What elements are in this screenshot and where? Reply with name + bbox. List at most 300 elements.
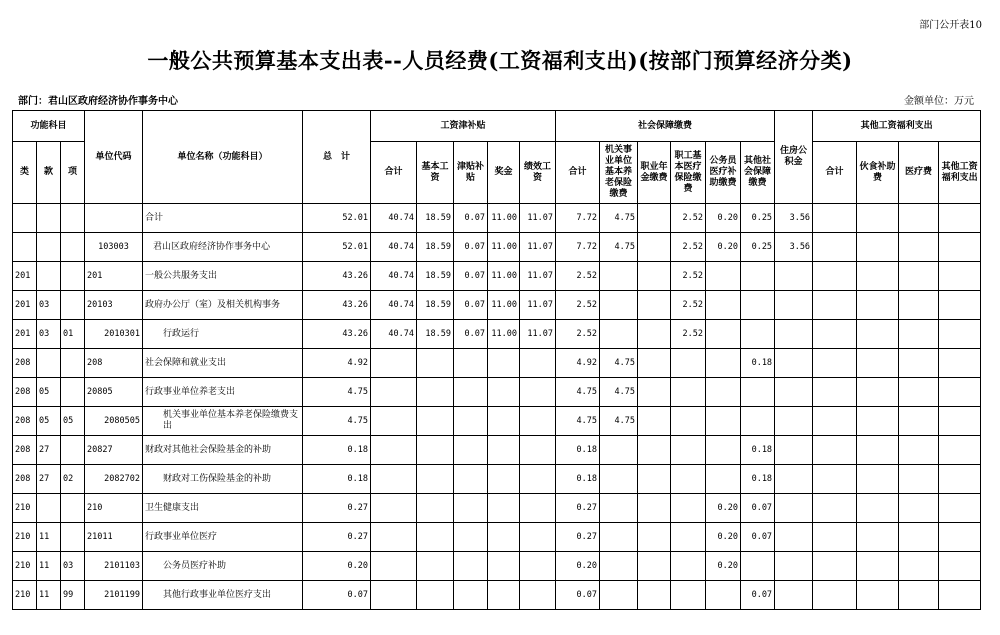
cell-kuan [37, 204, 61, 233]
cell-housing: 3.56 [775, 204, 813, 233]
cell-basic-wage [417, 523, 454, 552]
cell-wage-total [371, 407, 417, 436]
cell-total: 0.27 [303, 523, 371, 552]
cell-kuan [37, 349, 61, 378]
cell-total: 0.20 [303, 552, 371, 581]
cell-unit-name: 财政对工伤保险基金的补助 [143, 465, 303, 494]
cell-other-total [813, 320, 857, 349]
cell-med-fee [899, 204, 939, 233]
cell-allowance [454, 581, 488, 610]
cell-unit-code: 210 [85, 494, 143, 523]
cell-medical [671, 494, 706, 523]
cell-medical [671, 436, 706, 465]
cell-allowance: 0.07 [454, 262, 488, 291]
cell-perf-wage: 11.07 [520, 291, 556, 320]
cell-xiang: 99 [61, 581, 85, 610]
cell-unit-name: 行政运行 [143, 320, 303, 349]
cell-medical: 2.52 [671, 262, 706, 291]
cell-housing [775, 262, 813, 291]
cell-bonus [488, 378, 520, 407]
cell-wage-total: 40.74 [371, 320, 417, 349]
cell-med-fee [899, 407, 939, 436]
cell-pension [600, 494, 638, 523]
cell-xiang [61, 233, 85, 262]
cell-kuan: 11 [37, 552, 61, 581]
cell-pension [600, 523, 638, 552]
cell-civil-medical: 0.20 [706, 494, 741, 523]
cell-xiang [61, 494, 85, 523]
header-other-group: 其他工资福利支出 [813, 111, 981, 142]
cell-perf-wage [520, 494, 556, 523]
cell-annuity [638, 465, 671, 494]
cell-unit-code: 21011 [85, 523, 143, 552]
cell-total: 4.75 [303, 407, 371, 436]
cell-social-total: 4.75 [556, 407, 600, 436]
unit-label: 金额单位：万元 [904, 96, 974, 107]
header-civil-medical: 公务员医疗补助缴费 [706, 142, 741, 204]
cell-kuan: 05 [37, 378, 61, 407]
cell-bonus [488, 552, 520, 581]
cell-medical [671, 407, 706, 436]
cell-unit-name: 合计 [143, 204, 303, 233]
cell-meal [857, 494, 899, 523]
cell-unit-name: 机关事业单位基本养老保险缴费支出 [143, 407, 303, 436]
cell-social-total: 7.72 [556, 233, 600, 262]
cell-wage-total [371, 523, 417, 552]
cell-allowance [454, 349, 488, 378]
cell-annuity [638, 436, 671, 465]
cell-social-total: 4.92 [556, 349, 600, 378]
cell-bonus [488, 494, 520, 523]
cell-civil-medical [706, 407, 741, 436]
cell-unit-name: 行政事业单位医疗 [143, 523, 303, 552]
cell-other-total [813, 262, 857, 291]
cell-other-wage [939, 465, 981, 494]
table-row [13, 233, 981, 262]
cell-perf-wage: 11.07 [520, 233, 556, 262]
cell-other-total [813, 204, 857, 233]
cell-civil-medical [706, 291, 741, 320]
cell-lei: 208 [13, 349, 37, 378]
cell-unit-code: 2080505 [85, 407, 143, 436]
cell-lei: 210 [13, 552, 37, 581]
cell-basic-wage: 18.59 [417, 320, 454, 349]
cell-allowance [454, 436, 488, 465]
cell-unit-name: 政府办公厅（室）及相关机构事务 [143, 291, 303, 320]
cell-other-social: 0.25 [741, 233, 775, 262]
cell-xiang [61, 291, 85, 320]
cell-basic-wage [417, 407, 454, 436]
cell-med-fee [899, 233, 939, 262]
cell-unit-code: 20805 [85, 378, 143, 407]
cell-meal [857, 262, 899, 291]
cell-wage-total [371, 378, 417, 407]
cell-other-social: 0.07 [741, 523, 775, 552]
cell-medical: 2.52 [671, 233, 706, 262]
header-unit-name: 单位名称（功能科目） [143, 111, 303, 204]
cell-xiang [61, 204, 85, 233]
cell-allowance [454, 552, 488, 581]
cell-other-wage [939, 407, 981, 436]
cell-wage-total [371, 494, 417, 523]
cell-medical: 2.52 [671, 204, 706, 233]
cell-other-total [813, 233, 857, 262]
header-other-wage: 其他工资福利支出 [939, 142, 981, 204]
cell-kuan: 03 [37, 320, 61, 349]
table-row [13, 262, 981, 291]
cell-medical [671, 378, 706, 407]
cell-xiang [61, 523, 85, 552]
cell-annuity [638, 523, 671, 552]
cell-wage-total [371, 581, 417, 610]
table-row [13, 581, 981, 610]
cell-med-fee [899, 552, 939, 581]
header-wage-group: 工资津补贴 [371, 111, 556, 142]
header-annuity: 职业年金缴费 [638, 142, 671, 204]
cell-other-total [813, 465, 857, 494]
cell-pension [600, 320, 638, 349]
cell-wage-total: 40.74 [371, 233, 417, 262]
cell-civil-medical: 0.20 [706, 233, 741, 262]
cell-lei: 208 [13, 378, 37, 407]
cell-unit-name: 财政对其他社会保险基金的补助 [143, 436, 303, 465]
cell-other-wage [939, 378, 981, 407]
cell-meal [857, 552, 899, 581]
cell-kuan: 27 [37, 465, 61, 494]
cell-pension [600, 581, 638, 610]
cell-pension [600, 465, 638, 494]
cell-other-wage [939, 204, 981, 233]
cell-basic-wage [417, 581, 454, 610]
cell-medical: 2.52 [671, 320, 706, 349]
cell-other-total [813, 581, 857, 610]
cell-housing: 3.56 [775, 233, 813, 262]
header-other-social: 其他社会保障缴费 [741, 142, 775, 204]
table-row [13, 349, 981, 378]
cell-total: 43.26 [303, 320, 371, 349]
cell-allowance [454, 494, 488, 523]
header-allowance: 津贴补贴 [454, 142, 488, 204]
cell-social-total: 0.07 [556, 581, 600, 610]
cell-annuity [638, 262, 671, 291]
cell-civil-medical: 0.20 [706, 523, 741, 552]
cell-other-total [813, 552, 857, 581]
cell-perf-wage: 11.07 [520, 320, 556, 349]
cell-pension [600, 262, 638, 291]
header-housing: 住房公积金 [775, 111, 813, 204]
table-number-label: 部门公开表10 [919, 20, 982, 31]
cell-housing [775, 523, 813, 552]
cell-total: 0.18 [303, 465, 371, 494]
cell-xiang: 05 [61, 407, 85, 436]
cell-annuity [638, 204, 671, 233]
cell-basic-wage: 18.59 [417, 291, 454, 320]
cell-basic-wage [417, 552, 454, 581]
cell-med-fee [899, 291, 939, 320]
cell-lei: 210 [13, 581, 37, 610]
cell-housing [775, 552, 813, 581]
cell-unit-code: 2101103 [85, 552, 143, 581]
cell-other-social [741, 262, 775, 291]
cell-other-wage [939, 262, 981, 291]
cell-allowance: 0.07 [454, 291, 488, 320]
cell-unit-code: 201 [85, 262, 143, 291]
cell-housing [775, 465, 813, 494]
header-bonus: 奖金 [488, 142, 520, 204]
header-other-total: 合计 [813, 142, 857, 204]
cell-bonus: 11.00 [488, 291, 520, 320]
cell-housing [775, 436, 813, 465]
cell-other-total [813, 523, 857, 552]
cell-meal [857, 581, 899, 610]
cell-other-wage [939, 581, 981, 610]
table-body [13, 204, 981, 610]
cell-xiang [61, 262, 85, 291]
cell-basic-wage: 18.59 [417, 204, 454, 233]
cell-basic-wage [417, 349, 454, 378]
cell-other-total [813, 436, 857, 465]
table-row [13, 320, 981, 349]
header-social-group: 社会保障缴费 [556, 111, 775, 142]
cell-civil-medical [706, 378, 741, 407]
cell-other-social: 0.07 [741, 581, 775, 610]
cell-wage-total [371, 436, 417, 465]
header-unit-code: 单位代码 [85, 111, 143, 204]
cell-other-wage [939, 552, 981, 581]
cell-medical [671, 465, 706, 494]
cell-civil-medical [706, 320, 741, 349]
cell-bonus: 11.00 [488, 320, 520, 349]
header-xiang: 项 [61, 142, 85, 204]
cell-perf-wage [520, 436, 556, 465]
table-row [13, 291, 981, 320]
cell-kuan [37, 233, 61, 262]
cell-med-fee [899, 349, 939, 378]
cell-wage-total [371, 552, 417, 581]
table-row [13, 523, 981, 552]
cell-allowance: 0.07 [454, 233, 488, 262]
cell-perf-wage [520, 523, 556, 552]
cell-basic-wage [417, 465, 454, 494]
cell-meal [857, 291, 899, 320]
cell-bonus: 11.00 [488, 204, 520, 233]
cell-bonus: 11.00 [488, 262, 520, 291]
cell-pension [600, 291, 638, 320]
cell-bonus: 11.00 [488, 233, 520, 262]
cell-unit-name: 社会保障和就业支出 [143, 349, 303, 378]
cell-meal [857, 407, 899, 436]
cell-kuan: 11 [37, 523, 61, 552]
header-meal: 伙食补助费 [857, 142, 899, 204]
table-row [13, 407, 981, 436]
cell-allowance: 0.07 [454, 320, 488, 349]
cell-wage-total [371, 465, 417, 494]
cell-lei [13, 204, 37, 233]
cell-basic-wage: 18.59 [417, 233, 454, 262]
cell-pension: 4.75 [600, 407, 638, 436]
cell-med-fee [899, 581, 939, 610]
cell-lei: 210 [13, 523, 37, 552]
table-row [13, 552, 981, 581]
cell-total: 4.92 [303, 349, 371, 378]
cell-xiang [61, 436, 85, 465]
cell-xiang [61, 349, 85, 378]
cell-other-social: 0.25 [741, 204, 775, 233]
table-row [13, 465, 981, 494]
cell-unit-name: 卫生健康支出 [143, 494, 303, 523]
cell-annuity [638, 320, 671, 349]
cell-unit-code: 208 [85, 349, 143, 378]
cell-other-social: 0.07 [741, 494, 775, 523]
cell-perf-wage [520, 552, 556, 581]
cell-bonus [488, 407, 520, 436]
cell-allowance [454, 378, 488, 407]
cell-bonus [488, 465, 520, 494]
cell-med-fee [899, 262, 939, 291]
cell-other-wage [939, 349, 981, 378]
cell-allowance [454, 407, 488, 436]
cell-pension [600, 436, 638, 465]
cell-xiang: 01 [61, 320, 85, 349]
cell-social-total: 0.20 [556, 552, 600, 581]
department-label: 部门：君山区政府经济协作事务中心 [18, 96, 178, 107]
cell-total: 52.01 [303, 233, 371, 262]
cell-other-wage [939, 233, 981, 262]
cell-other-wage [939, 436, 981, 465]
cell-other-total [813, 349, 857, 378]
cell-basic-wage [417, 436, 454, 465]
header-wage-total: 合计 [371, 142, 417, 204]
cell-annuity [638, 552, 671, 581]
cell-medical: 2.52 [671, 291, 706, 320]
cell-social-total: 2.52 [556, 291, 600, 320]
cell-housing [775, 494, 813, 523]
cell-allowance [454, 523, 488, 552]
cell-unit-code: 2010301 [85, 320, 143, 349]
cell-meal [857, 465, 899, 494]
cell-annuity [638, 378, 671, 407]
cell-kuan [37, 494, 61, 523]
cell-meal [857, 436, 899, 465]
cell-other-social: 0.18 [741, 436, 775, 465]
cell-bonus [488, 523, 520, 552]
cell-medical [671, 581, 706, 610]
cell-wage-total: 40.74 [371, 204, 417, 233]
cell-unit-code: 2101199 [85, 581, 143, 610]
cell-med-fee [899, 436, 939, 465]
cell-housing [775, 581, 813, 610]
cell-pension: 4.75 [600, 349, 638, 378]
header-social-total: 合计 [556, 142, 600, 204]
cell-meal [857, 204, 899, 233]
cell-civil-medical: 0.20 [706, 204, 741, 233]
cell-perf-wage [520, 581, 556, 610]
cell-other-social [741, 378, 775, 407]
cell-lei: 210 [13, 494, 37, 523]
cell-other-wage [939, 320, 981, 349]
cell-total: 43.26 [303, 262, 371, 291]
cell-kuan: 11 [37, 581, 61, 610]
cell-perf-wage [520, 349, 556, 378]
cell-lei: 201 [13, 320, 37, 349]
cell-social-total: 2.52 [556, 262, 600, 291]
table-row [13, 204, 981, 233]
cell-annuity [638, 494, 671, 523]
cell-unit-code [85, 204, 143, 233]
cell-kuan: 27 [37, 436, 61, 465]
cell-xiang: 03 [61, 552, 85, 581]
header-total: 总 计 [303, 111, 371, 204]
cell-annuity [638, 349, 671, 378]
cell-unit-name: 公务员医疗补助 [143, 552, 303, 581]
cell-total: 0.27 [303, 494, 371, 523]
cell-meal [857, 233, 899, 262]
cell-bonus [488, 436, 520, 465]
cell-social-total: 0.27 [556, 494, 600, 523]
cell-other-social [741, 291, 775, 320]
cell-wage-total: 40.74 [371, 291, 417, 320]
cell-medical [671, 523, 706, 552]
cell-civil-medical [706, 581, 741, 610]
cell-civil-medical: 0.20 [706, 552, 741, 581]
header-med-fee: 医疗费 [899, 142, 939, 204]
cell-lei: 208 [13, 465, 37, 494]
cell-perf-wage [520, 378, 556, 407]
cell-wage-total [371, 349, 417, 378]
cell-other-wage [939, 523, 981, 552]
page-title: 一般公共预算基本支出表--人员经费(工资福利支出)(按部门预算经济分类) [147, 48, 853, 73]
cell-annuity [638, 581, 671, 610]
cell-kuan: 03 [37, 291, 61, 320]
cell-lei: 201 [13, 262, 37, 291]
cell-unit-code: 2082702 [85, 465, 143, 494]
cell-allowance: 0.07 [454, 204, 488, 233]
cell-perf-wage [520, 407, 556, 436]
cell-social-total: 0.27 [556, 523, 600, 552]
header-medical: 职工基本医疗保险缴费 [671, 142, 706, 204]
cell-other-social [741, 552, 775, 581]
header-perf-wage: 绩效工资 [520, 142, 556, 204]
cell-unit-name: 一般公共服务支出 [143, 262, 303, 291]
cell-meal [857, 320, 899, 349]
cell-meal [857, 523, 899, 552]
cell-total: 4.75 [303, 378, 371, 407]
cell-perf-wage: 11.07 [520, 262, 556, 291]
cell-civil-medical [706, 262, 741, 291]
table-row [13, 494, 981, 523]
cell-meal [857, 349, 899, 378]
cell-med-fee [899, 320, 939, 349]
cell-other-wage [939, 494, 981, 523]
cell-xiang [61, 378, 85, 407]
cell-bonus [488, 349, 520, 378]
cell-meal [857, 378, 899, 407]
cell-unit-name: 行政事业单位养老支出 [143, 378, 303, 407]
cell-total: 0.18 [303, 436, 371, 465]
table-row [13, 378, 981, 407]
table-row [13, 436, 981, 465]
cell-kuan [37, 262, 61, 291]
cell-basic-wage [417, 378, 454, 407]
cell-other-total [813, 407, 857, 436]
header-basic-wage: 基本工资 [417, 142, 454, 204]
cell-basic-wage [417, 494, 454, 523]
cell-other-social: 0.18 [741, 465, 775, 494]
cell-kuan: 05 [37, 407, 61, 436]
cell-perf-wage [520, 465, 556, 494]
cell-lei: 208 [13, 436, 37, 465]
cell-social-total: 0.18 [556, 465, 600, 494]
